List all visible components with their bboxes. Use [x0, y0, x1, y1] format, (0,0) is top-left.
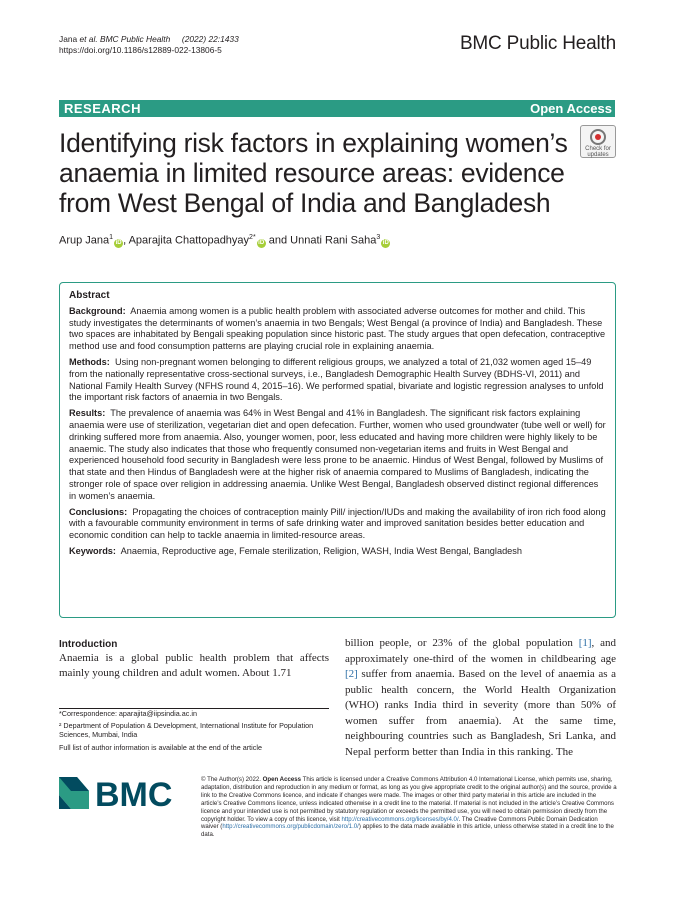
check-for-updates-button[interactable]: [580, 125, 616, 158]
section-text: Propagating the choices of contraception mainly Pill/ injection/IUDs and making the availability of iron rich food along with a favourable community environment in terms of safe drinking water and improved sanitation besides better education and economic condition can help to tackle anaemia in limited-resource areas.: [69, 506, 606, 541]
license-end: ) applies to the data made available in this article, unless otherwise stated in a credit line to the data.: [201, 823, 614, 839]
author-affiliation: 3: [376, 234, 381, 241]
introduction-heading: Introduction: [59, 639, 118, 650]
orcid-icon[interactable]: iD: [258, 239, 265, 246]
article-title: Identifying risk factors in explaining women’s anaemia in limited resource areas: evidence from West Bengal of India and Bangladesh: [59, 128, 568, 218]
section-text: Anaemia among women is a public health problem with associated adverse outcomes for mother and child. This study investigates the determinants of women’s anaemia in two Bengals; West Bengal (a province of India) and Bangladesh. These two spaces are inhabitated by Bengali speaking population since historic past. The study argues that open defecation, contraceptive method use and food consumption patterns are playing crucial role in explaining anaemia.: [69, 305, 606, 352]
correspondence-note: *Correspondence: aparajita@iipsindia.ac.in: [59, 709, 197, 718]
abstract-box: [59, 282, 616, 618]
author-name[interactable]: Aparajita Chattopadhyay: [128, 234, 250, 247]
citation-journal: et al. BMC Public Health: [79, 34, 171, 44]
bmc-logo-text: BMC: [95, 776, 173, 811]
body-column-right: [345, 636, 616, 760]
affiliation-note: ² Department of Population & Development, International Institute for Population Sciences, Mumbai, India: [59, 721, 314, 740]
open-access-label: Open Access: [530, 101, 612, 116]
section-label: Methods:: [69, 356, 110, 367]
check-updates-line1: Check for: [585, 146, 611, 152]
license-link[interactable]: http://creativecommons.org/publicdomain/zero/1.0/: [222, 823, 359, 831]
citation-authors: Jana: [59, 34, 78, 44]
article-type-banner: [59, 100, 615, 117]
check-for-updates-icon: [590, 129, 606, 145]
doi-link[interactable]: https://doi.org/10.1186/s12889-022-13806-5: [59, 45, 222, 55]
orcid-icon[interactable]: iD: [115, 239, 122, 246]
section-text: Anaemia, Reproductive age, Female sterilization, Religion, WASH, India West Bengal, Bangladesh: [120, 545, 522, 556]
section-label: Keywords:: [69, 545, 116, 556]
section-text: The prevalence of anaemia was 64% in West Bengal and 41% in Bangladesh. The significant risk factors explaining anaemia were use of sterilization, vegetarian diet and open defecation. Further, women who used groundwater (tube well or well) for drinking suffered more from anaemia. Also, younger women, poor, less educated and having more children were highly likely to be anaemic. The study also indicates that those who frequently consumed non-vegetarian items and fruits in West Bengal and experienced household food security in Bangladesh were less prone to be anaemic. Hindus of West Bengal, followed by Muslims of that state and then Hindus of Bangladesh were at the higher risk of anaemia compared to Muslims of Bangladesh, indicating the stronger role of space over religion in addressing anaemia. Unlike West Bengal, Bangladesh observed distinct regional differences in women’s anaemia.: [69, 408, 606, 501]
abstract-heading: Abstract: [69, 290, 110, 301]
reference-link[interactable]: [2]: [345, 668, 358, 680]
body-column-left: Anaemia is a global public health problem that affects mainly young children and adult women. About 1.71: [59, 652, 329, 679]
license-link[interactable]: http://creativecommons.org/licenses/by/4.0/: [341, 815, 459, 823]
footnotes: [59, 709, 329, 752]
section-label: Results:: [69, 408, 106, 419]
check-updates-line2: updates: [587, 152, 609, 158]
citation-block: [59, 34, 239, 56]
license-mid: . The Creative Commons Public Domain Dedication waiver (: [201, 815, 598, 831]
license-open-access: Open Access: [262, 776, 302, 783]
abstract-methods: [69, 357, 606, 404]
article-type-label: RESEARCH: [64, 101, 141, 116]
author-affiliation: 1: [109, 234, 114, 241]
author-name[interactable]: Arup Jana: [59, 234, 110, 247]
abstract-keywords: [69, 546, 606, 558]
license-body: This article is licensed under a Creative Commons Attribution 4.0 International License, which permits use, sharing, adaptation, distribution and reproduction in any medium or format, as long as you give appropriate credit to the original author(s) and the source, provide a link to the Creative Commons licence, and indicate if changes were made. The images or other third party material in this article are included in the article’s Creative Commons licence, unless indicated otherwise in a credit line to the material. If material is not included in the article’s Creative Commons licence and your intended use is not permitted by statutory regulation or exceeds the permitted use, you will need to obtain permission directly from the copyright holder. To view a copy of this licence, visit: [201, 776, 617, 823]
section-text: Using non-pregnant women belonging to different religious groups, we analyzed a total of 21,032 women aged 15–49 from the nationally representative cross-sectional surveys, i.e., Bangladesh Demographic Health Survey (BDHS-VI, 2011) and National Family Health Survey (NFHS round 4, 2015–16). We performed spatial, bivariate and logistic regression analyses to unfold the important risk factors of anaemia in two Bengals.: [69, 356, 604, 403]
journal-name: BMC Public Health: [459, 33, 616, 54]
abstract-results: [69, 408, 606, 502]
body-text: suffer from anaemia. Based on the level of anaemia as a public health concern, the World Health Organization (WHO) ranks India third in severity (more than 50% of women suffer from anaemia). At the same time, neighbouring countries such as Bangladesh, Sri Lanka, and Nepal perform better than India in this ranking. The: [345, 668, 616, 758]
author-info-note: Full list of author information is available at the end of the article: [59, 742, 262, 752]
reference-link[interactable]: [1]: [578, 637, 592, 649]
author-affiliation: 2*: [249, 234, 256, 241]
license-intro: © The Author(s) 2022.: [201, 776, 263, 783]
author-separator: and: [265, 234, 291, 247]
orcid-icon[interactable]: iD: [382, 239, 389, 246]
author-name[interactable]: Unnati Rani Saha: [290, 234, 377, 247]
author-list: [59, 234, 390, 248]
section-label: Conclusions:: [69, 506, 128, 517]
citation-year-volume: (2022) 22:1433: [181, 34, 239, 44]
author-separator: ,: [123, 234, 129, 247]
license-notice: [201, 776, 617, 839]
abstract-background: [69, 306, 606, 353]
section-label: Background:: [69, 305, 126, 316]
bmc-logo-icon: [59, 775, 189, 811]
abstract-conclusions: [69, 507, 606, 542]
body-text: billion people, or 23% of the global population: [345, 637, 579, 649]
body-text: , and approximately one-third of the women in childbearing age: [345, 637, 616, 665]
